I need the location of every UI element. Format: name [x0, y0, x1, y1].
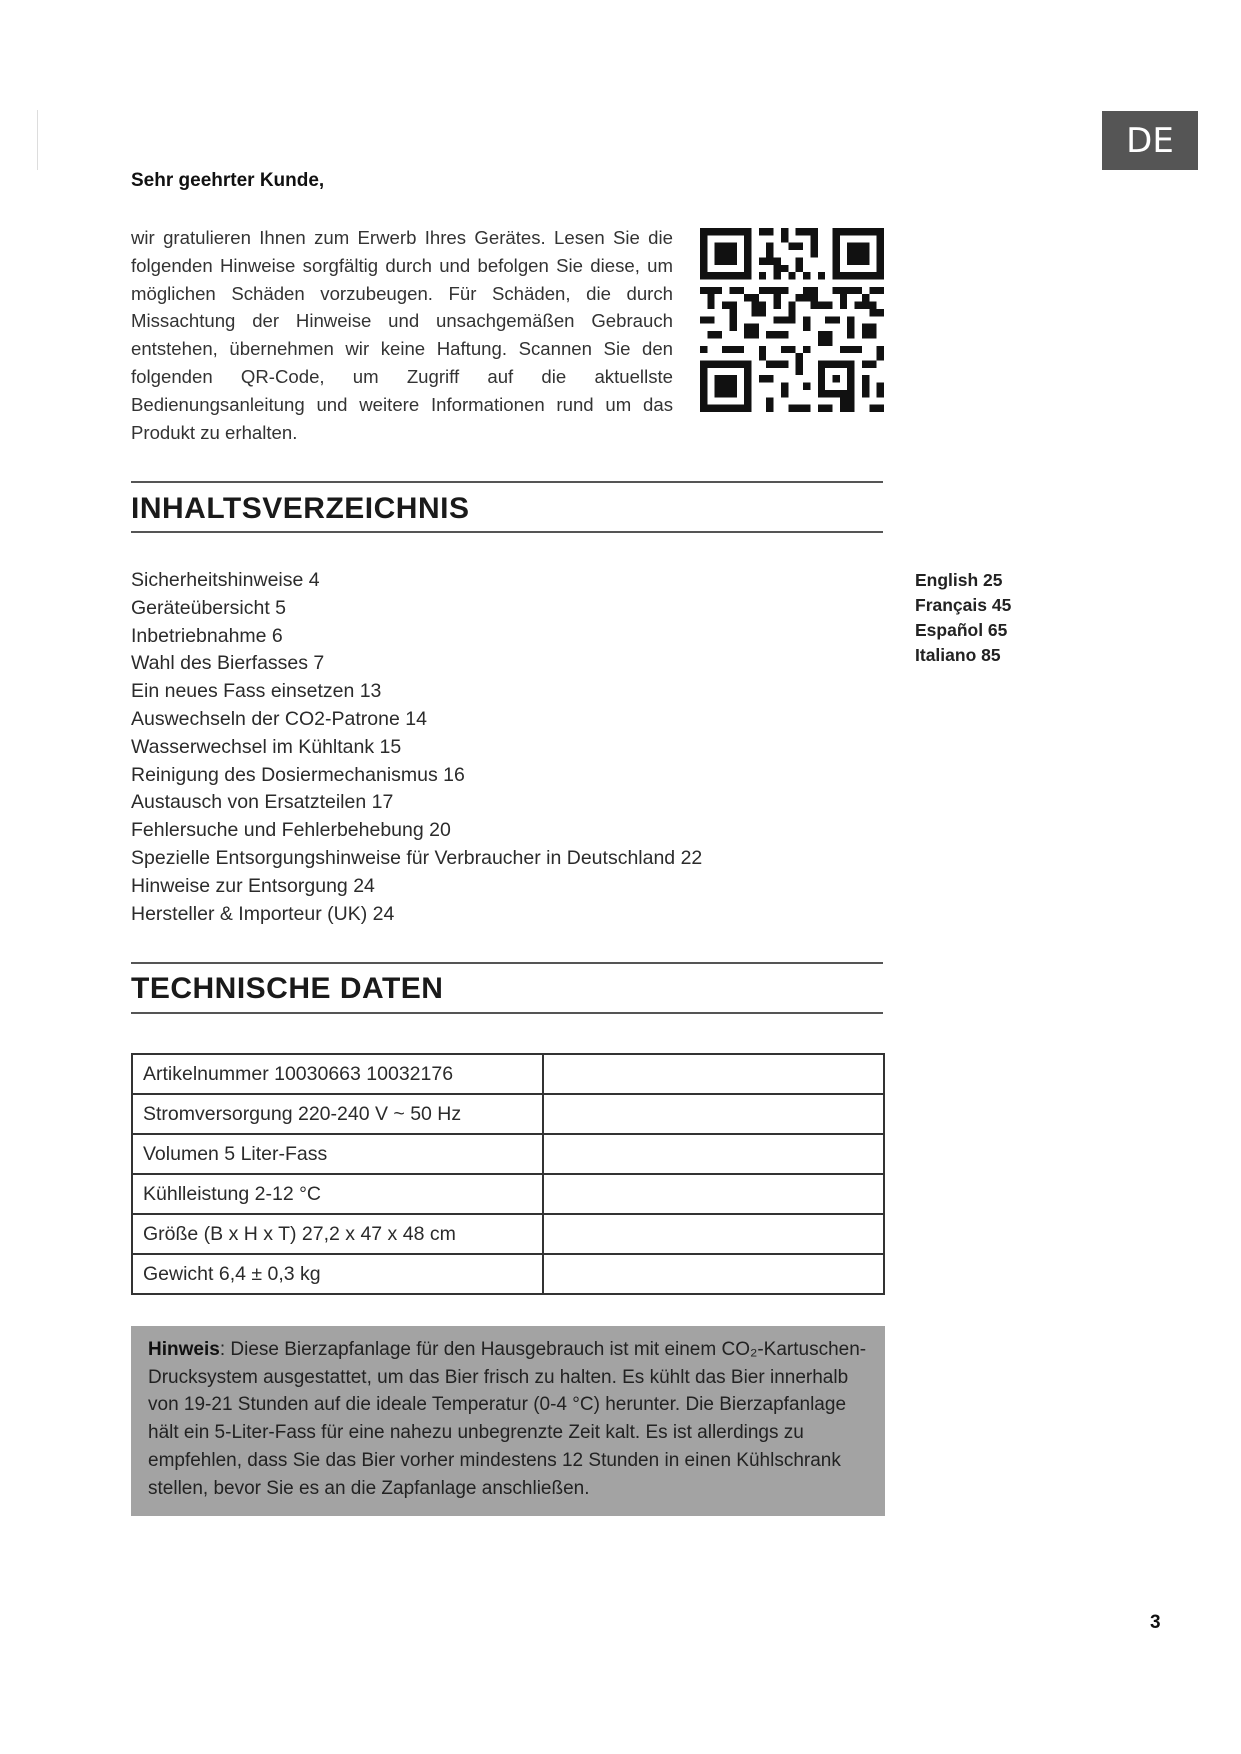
toc-item[interactable]: Hersteller & Importeur (UK) 24 — [131, 902, 395, 925]
greeting: Sehr geehrter Kunde, — [131, 170, 325, 191]
tech-rule-top — [131, 962, 883, 964]
toc-item[interactable]: Fehlersuche und Fehlerbehebung 20 — [131, 819, 451, 842]
spec-value — [543, 1134, 884, 1174]
note-text: : Diese Bierzapfanlage für den Hausgebrauch ist mit einem CO₂-Kartuschen-Drucksystem ausgestattet, um das Bier frisch zu halten. Es kühlt das Bier innerhalb von 19-21 Stunden auf die ideale Temperatur (0-4 °C) herunter. Die Bierzapfanlage hält ein 5-Liter-Fass für eine nahezu unbegrenzte Zeit kalt. Es ist allerdings zu empfehlen, dass Sie das Bier vorher mindestens 12 Stunden in einen Kühlschrank stellen, bevor Sie es an die Zapfanlage anschließen. — [148, 1339, 867, 1499]
spec-value — [543, 1174, 884, 1214]
note-label: Hinweis — [148, 1339, 220, 1360]
toc-item[interactable]: Wasserwechsel im Kühltank 15 — [131, 735, 402, 758]
table-row — [132, 1214, 884, 1254]
spec-label: Kühlleistung 2-12 °C — [132, 1174, 543, 1214]
toc-item[interactable]: Hinweise zur Entsorgung 24 — [131, 874, 375, 897]
table-row — [132, 1134, 884, 1174]
spec-value — [543, 1254, 884, 1294]
language-tab: DE — [1102, 111, 1198, 170]
tech-rule-bottom — [131, 1012, 883, 1014]
language-link-french[interactable]: Français 45 — [915, 595, 1012, 615]
table-of-contents — [131, 567, 702, 928]
toc-item[interactable]: Reinigung des Dosiermechanismus 16 — [131, 763, 465, 786]
spec-label: Volumen 5 Liter-Fass — [132, 1134, 543, 1174]
toc-item[interactable]: Spezielle Entsorgungshinweise für Verbraucher in Deutschland 22 — [131, 846, 703, 869]
table-row — [132, 1054, 884, 1094]
toc-item[interactable]: Wahl des Bierfasses 7 — [131, 652, 325, 675]
spec-table — [131, 1053, 885, 1295]
toc-rule-top — [131, 481, 883, 483]
toc-heading: INHALTSVERZEICHNIS — [131, 492, 470, 525]
toc-item[interactable]: Ein neues Fass einsetzen 13 — [131, 680, 382, 703]
qr-code-icon[interactable] — [700, 228, 884, 412]
toc-rule-bottom — [131, 531, 883, 533]
language-link-italian[interactable]: Italiano 85 — [915, 645, 1001, 665]
page-number: 3 — [1150, 1612, 1161, 1633]
spec-value — [543, 1054, 884, 1094]
language-link-english[interactable]: English 25 — [915, 570, 1003, 590]
toc-item[interactable]: Sicherheitshinweise 4 — [131, 569, 320, 591]
toc-item[interactable]: Inbetriebnahme 6 — [131, 624, 283, 647]
margin-line — [37, 110, 38, 170]
spec-label: Größe (B x H x T) 27,2 x 47 x 48 cm — [132, 1214, 543, 1254]
toc-item[interactable]: Auswechseln der CO2-Patrone 14 — [131, 707, 427, 730]
language-link-spanish[interactable]: Español 65 — [915, 620, 1008, 640]
table-row — [132, 1174, 884, 1214]
toc-item[interactable]: Geräteübersicht 5 — [131, 596, 287, 619]
language-index — [915, 568, 1011, 668]
spec-label: Stromversorgung 220-240 V ~ 50 Hz — [132, 1094, 543, 1134]
table-row — [132, 1094, 884, 1134]
spec-value — [543, 1094, 884, 1134]
table-row — [132, 1254, 884, 1294]
intro-paragraph: wir gratulieren Ihnen zum Erwerb Ihres Gerätes. Lesen Sie die folgenden Hinweise sorgfältig durch und befolgen Sie diese, um möglichen Schäden vorzubeugen. Für Schäden, die durch Missachtung der Hinweise und unsachgemäßen Gebrauch entstehen, übernehmen wir keine Haftung. Scannen Sie den folgenden QR-Code, um Zugriff auf die aktuellste Bedienungsanleitung und weitere Informationen rund um das Produkt zu erhalten. — [131, 227, 673, 443]
spec-label: Artikelnummer 10030663 10032176 — [132, 1054, 543, 1094]
spec-value — [543, 1214, 884, 1254]
spec-label: Gewicht 6,4 ± 0,3 kg — [132, 1254, 543, 1294]
tech-heading: TECHNISCHE DATEN — [131, 972, 444, 1005]
note-box — [131, 1326, 885, 1516]
toc-item[interactable]: Austausch von Ersatzteilen 17 — [131, 791, 394, 814]
